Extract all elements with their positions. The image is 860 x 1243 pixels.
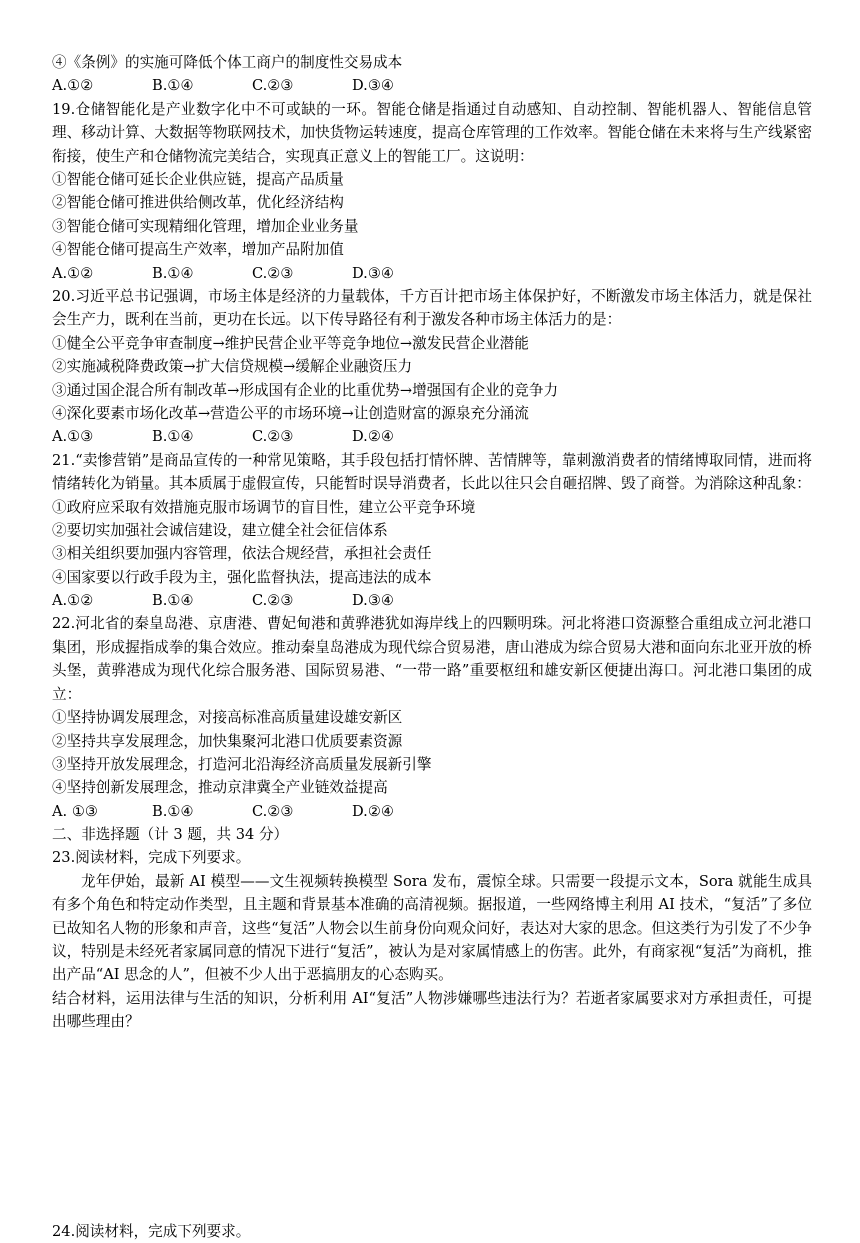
q18-option-c: C.②③ (252, 77, 294, 95)
q21-stem: 21.“卖惨营销”是商品宣传的一种常见策略，其手段包括打情怀牌、苦情牌等，靠刺激消费者的情绪博取同情，进而将情绪转化为销量。其本质属于虚假宣传，只能暂时误导消费者，长此以往只会自砸招牌、毁了商誉。为消除这种乱象： (52, 451, 812, 493)
q22-options (52, 800, 812, 823)
q18-option-a: A.①② (52, 77, 94, 95)
q22-stem: 22.河北省的秦皇岛港、京唐港、曹妃甸港和黄骅港犹如海岸线上的四颗明珠。河北将港口资源整合重组成立河北港口集团，形成握指成拳的集合效应。推动秦皇岛港成为现代综合贸易港，唐山港成为综合贸易大港和面向东北亚开放的桥头堡，黄骅港成为现代化综合服务港、国际贸易港、“一带一路”重要枢纽和雄安新区便捷出海口。河北港口集团的成立： (52, 615, 812, 703)
q21-option-b: B.①④ (152, 592, 194, 610)
exam-page (52, 51, 812, 1243)
q18-option-d: D.③④ (352, 77, 394, 95)
q20-options (52, 425, 812, 448)
q22-option-b: B.①④ (152, 802, 194, 820)
q20-item-4: ④深化要素市场化改革→营造公平的市场环境→让创造财富的源泉充分涌流 (52, 404, 529, 422)
q20-item-2: ②实施减税降费政策→扩大信贷规模→缓解企业融资压力 (52, 358, 413, 376)
q24-intro: 24.阅读材料，完成下列要求。 (52, 1222, 251, 1240)
q20-option-a: A.①③ (52, 428, 94, 446)
q21-item-2: ②要切实加强社会诚信建设，建立健全社会征信体系 (52, 521, 388, 539)
q19-option-d: D.③④ (352, 264, 394, 282)
q22-item-3: ③坚持开放发展理念，打造河北沿海经济高质量发展新引擎 (52, 755, 432, 773)
q18-option-b: B.①④ (152, 77, 194, 95)
q19-stem: 19.仓储智能化是产业数字化中不可或缺的一环。智能仓储是指通过自动感知、自动控制、智能机器人、智能信息管理、移动计算、大数据等物联网技术，加快货物运转速度，提高仓库管理的工作效率。智能仓储在未来将与生产线紧密衔接，使生产和仓储物流完美结合，实现真正意义上的智能工厂。这说明： (52, 100, 812, 165)
q23-material: 龙年伊始，最新 AI 模型——文生视频转换模型 Sora 发布，震惊全球。只需要一段提示文本，Sora 就能生成具有多个角色和特定动作类型，且主题和背景基本准确的高清视频。据报道，一些网络博主利用 AI 技术，“复活”了多位已故知名人物的形象和声音，这些“复活”人物会以生前身份向观众问好，表达对大家的思念。但这类行为引发了不少争议，特别是未经死者家属同意的情况下进行“复活”，被认为是对家属情感上的伤害。此外，有商家视“复活”为商机，推出产品“AI 思念的人”，但被不少人出于恶搞朋友的心态购买。 (52, 872, 812, 984)
q20-option-d: D.②④ (352, 428, 394, 446)
q21-item-1: ①政府应采取有效措施克服市场调节的盲目性，建立公平竞争环境 (52, 498, 476, 516)
q21-option-c: C.②③ (252, 592, 294, 610)
q19-item-3: ③智能仓储可实现精细化管理，增加企业业务量 (52, 217, 359, 235)
q19-item-2: ②智能仓储可推进供给侧改革，优化经济结构 (52, 194, 344, 212)
q22-item-4: ④坚持创新发展理念，推动京津冀全产业链效益提高 (52, 779, 388, 797)
q21-item-4: ④国家要以行政手段为主，强化监督执法，提高违法的成本 (52, 568, 432, 586)
answer-space (52, 1034, 812, 1220)
q20-stem: 20.习近平总书记强调，市场主体是经济的力量载体，千方百计把市场主体保护好，不断激发市场主体活力，就是保社会生产力，既利在当前，更功在长远。以下传导路径有利于激发各种市场主体活力的是： (52, 287, 812, 329)
q23-intro: 23.阅读材料，完成下列要求。 (52, 849, 251, 867)
q21-options (52, 589, 812, 612)
q23-question: 结合材料，运用法律与生活的知识，分析利用 AI“复活”人物涉嫌哪些违法行为？若逝者家属要求对方承担责任，可提出哪些理由？ (52, 989, 812, 1031)
q22-item-2: ②坚持共享发展理念，加快集聚河北港口优质要素资源 (52, 732, 403, 750)
q19-option-b: B.①④ (152, 264, 194, 282)
section-heading: 二、非选择题（计 3 题，共 34 分） (52, 826, 289, 844)
q22-option-a: A. ①③ (52, 802, 98, 820)
q18-item-4: ④《条例》的实施可降低个体工商户的制度性交易成本 (52, 54, 403, 71)
q21-item-3: ③相关组织要加强内容管理，依法合规经营，承担社会责任 (52, 545, 432, 563)
q19-option-c: C.②③ (252, 264, 294, 282)
q21-option-d: D.③④ (352, 592, 394, 610)
q20-item-3: ③通过国企混合所有制改革→形成国有企业的比重优势→增强国有企业的竞争力 (52, 381, 559, 399)
q18-options (52, 74, 812, 97)
q22-item-1: ①坚持协调发展理念，对接高标准高质量建设雄安新区 (52, 709, 403, 727)
q21-option-a: A.①② (52, 592, 94, 610)
q20-option-b: B.①④ (152, 428, 194, 446)
q20-option-c: C.②③ (252, 428, 294, 446)
q19-options (52, 262, 812, 285)
q19-item-1: ①智能仓储可延长企业供应链，提高产品质量 (52, 171, 344, 188)
q19-option-a: A.①② (52, 264, 94, 282)
q22-option-c: C.②③ (252, 802, 294, 820)
q22-option-d: D.②④ (352, 802, 394, 820)
q20-item-1: ①健全公平竞争审查制度→维护民营企业平等竞争地位→激发民营企业潜能 (52, 334, 529, 352)
q19-item-4: ④智能仓储可提高生产效率，增加产品附加值 (52, 241, 344, 259)
